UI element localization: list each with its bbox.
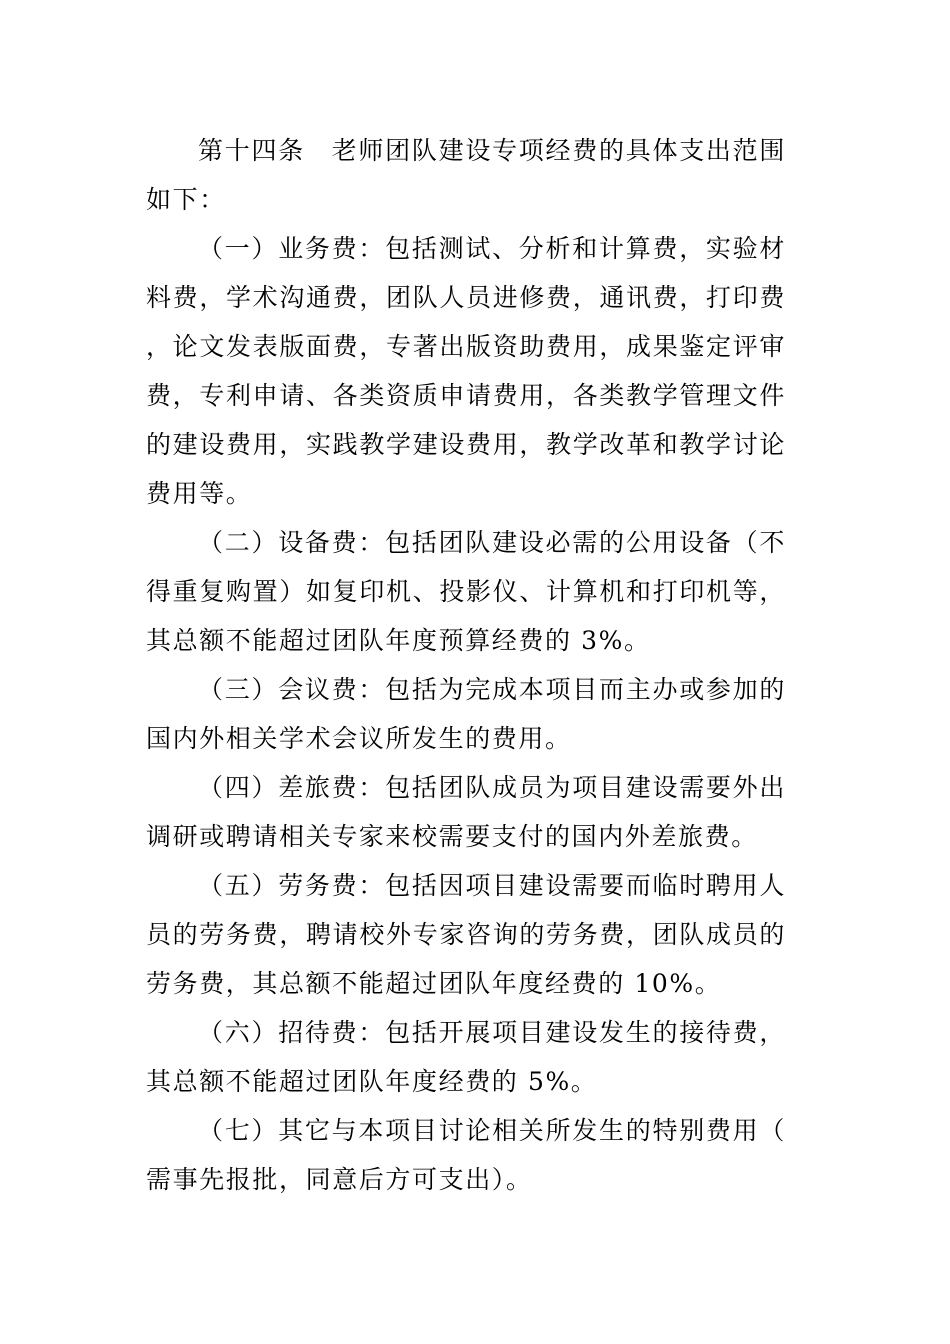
special-expense-paragraph: （七）其它与本项目讨论相关所发生的特别费用（需事先报批，同意后方可支出）。: [146, 1116, 786, 1194]
travel-expense-paragraph: （四）差旅费：包括团队成员为项目建设需要外出调研或聘请相关专家来校需要支付的国内外差旅费。: [146, 773, 786, 851]
document-body: [146, 126, 786, 1204]
meeting-expense-paragraph: （三）会议费：包括为完成本项目而主办或参加的国内外相关学术会议所发生的费用。: [146, 675, 786, 753]
article-heading-paragraph: 第十四条 老师团队建设专项经费的具体支出范围如下：: [146, 136, 786, 214]
business-expense-paragraph: （一）业务费：包括测试、分析和计算费，实验材料费，学术沟通费，团队人员进修费，通讯费，打印费，论文发表版面费，专著出版资助费用，成果鉴定评审费，专利申请、各类资质申请费用，各类教学管理文件的建设费用，实践教学建设费用，教学改革和教学讨论费用等。: [146, 234, 786, 508]
labor-expense-paragraph: （五）劳务费：包括因项目建设需要而临时聘用人员的劳务费，聘请校外专家咨询的劳务费，团队成员的劳务费，其总额不能超过团队年度经费的 10%。: [146, 871, 786, 998]
hospitality-expense-paragraph: （六）招待费：包括开展项目建设发生的接待费，其总额不能超过团队年度经费的 5%。: [146, 1018, 786, 1096]
equipment-expense-paragraph: （二）设备费：包括团队建设必需的公用设备（不得重复购置）如复印机、投影仪、计算机和打印机等，其总额不能超过团队年度预算经费的 3%。: [146, 528, 786, 655]
